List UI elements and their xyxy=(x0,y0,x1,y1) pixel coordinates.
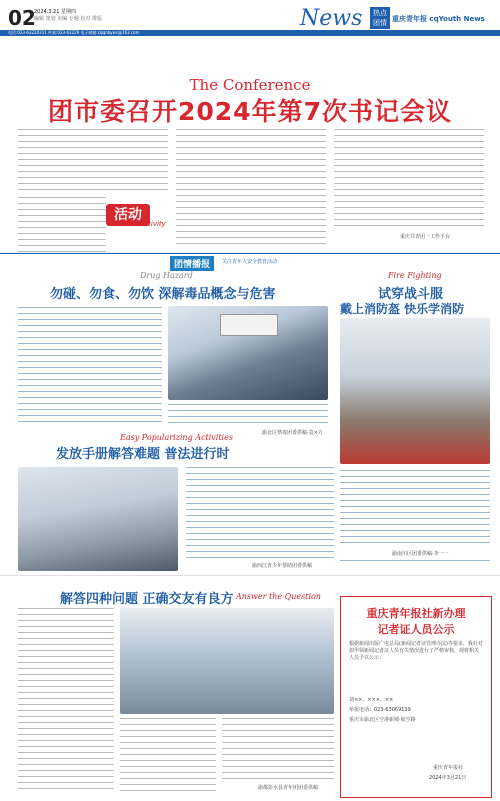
notice-address: 重庆市渝北区空港新城·航空路 xyxy=(349,717,416,723)
notice-footer-date: 2024年3月21日 xyxy=(429,775,467,781)
popular-kicker: Easy Popularizing Activities xyxy=(120,433,233,442)
notice-title-1: 重庆青年报社新办理 xyxy=(366,607,466,620)
main-col-2 xyxy=(176,129,326,247)
fire-headline-2: 戴上消防盔 快乐学消防 xyxy=(340,302,465,316)
drug-col-1 xyxy=(18,307,162,425)
notice-box xyxy=(340,596,492,798)
editor-credits: 编辑 策划 美编 专题 校对 排版 xyxy=(34,16,102,22)
drug-col-2 xyxy=(168,404,328,428)
fire-kicker: Fire Fighting xyxy=(388,271,442,280)
brand-url: 重庆青年报 cqYouth News xyxy=(392,15,485,23)
brand-tag-tuanqing: 团情 xyxy=(370,17,390,29)
notice-body: 根据新闻出版广电总局(新闻记者证管理办法)等要求，我社对拟申领新闻记者证人员有关情况进行了严格审核，现将相关人员予以公示： xyxy=(349,641,483,661)
fire-headline-1: 试穿战斗服 xyxy=(378,287,444,302)
section-label: 团情播报 xyxy=(170,256,214,271)
issue-date: 2024.3.21 星期四 xyxy=(34,9,77,15)
answer-headline: 解答四种问题 正确交友有良方 xyxy=(60,592,234,607)
fire-photo xyxy=(340,318,490,464)
projector-screen xyxy=(220,314,278,336)
notice-title-2: 记者证人员公示 xyxy=(377,623,455,636)
popular-headline: 发放手册解答难题 普法进行时 xyxy=(56,447,230,462)
divider xyxy=(0,575,500,576)
answer-col-3 xyxy=(222,718,334,782)
answer-credit: 渝都彭水县青年团团委供稿 xyxy=(258,785,319,791)
notice-footer-org: 重庆青年报社 xyxy=(433,765,464,771)
main-col-3 xyxy=(334,129,484,229)
page-number: 02 xyxy=(8,6,36,30)
fire-credit: 渝南川区团委供稿·李一一 xyxy=(392,551,449,557)
main-col-1 xyxy=(18,129,168,195)
drug-credit: 渝北区禁毒团委供稿·袁×力 xyxy=(262,430,323,436)
drug-photo xyxy=(168,306,328,400)
main-col-1b xyxy=(18,197,106,252)
main-article-credit: 重庆共青团一工作平台 xyxy=(400,234,451,240)
popular-col xyxy=(186,467,334,561)
activity-logo xyxy=(106,196,168,244)
masthead xyxy=(300,4,496,32)
popular-credit: 渝西江青少年帮助团委供稿 xyxy=(252,563,313,569)
drug-kicker: Drug Hazard xyxy=(140,271,193,280)
fire-col-end xyxy=(340,560,490,566)
brand-news: News xyxy=(300,6,363,31)
activity-en: activity xyxy=(140,220,166,228)
notice-names: 刘××、×××、×× xyxy=(349,697,394,703)
brand-tag-hot: 热点 xyxy=(370,7,390,19)
popular-photo xyxy=(18,467,178,571)
answer-col-1 xyxy=(18,608,114,794)
answer-photo xyxy=(120,608,334,714)
conference-kicker: The Conference xyxy=(189,76,311,94)
activity-main: 活动 xyxy=(106,204,150,226)
main-headline: 团市委召开2024年第7次书记会议 xyxy=(48,97,452,126)
section-sub: 关注青年人安全教育活动 xyxy=(222,259,278,265)
contact-line: 电话:023-63220311 传真:023-63229 电子邮箱:cqqnbywc@163.com xyxy=(8,30,140,35)
answer-kicker: Answer the Question xyxy=(236,592,321,601)
section-bar xyxy=(0,253,500,270)
notice-phone: 举报电话：023-63069139 xyxy=(349,707,411,713)
drug-headline: 勿碰、勿食、勿饮 深解毒品概念与危害 xyxy=(50,287,276,302)
fire-col xyxy=(340,470,490,548)
answer-col-2 xyxy=(120,718,216,794)
